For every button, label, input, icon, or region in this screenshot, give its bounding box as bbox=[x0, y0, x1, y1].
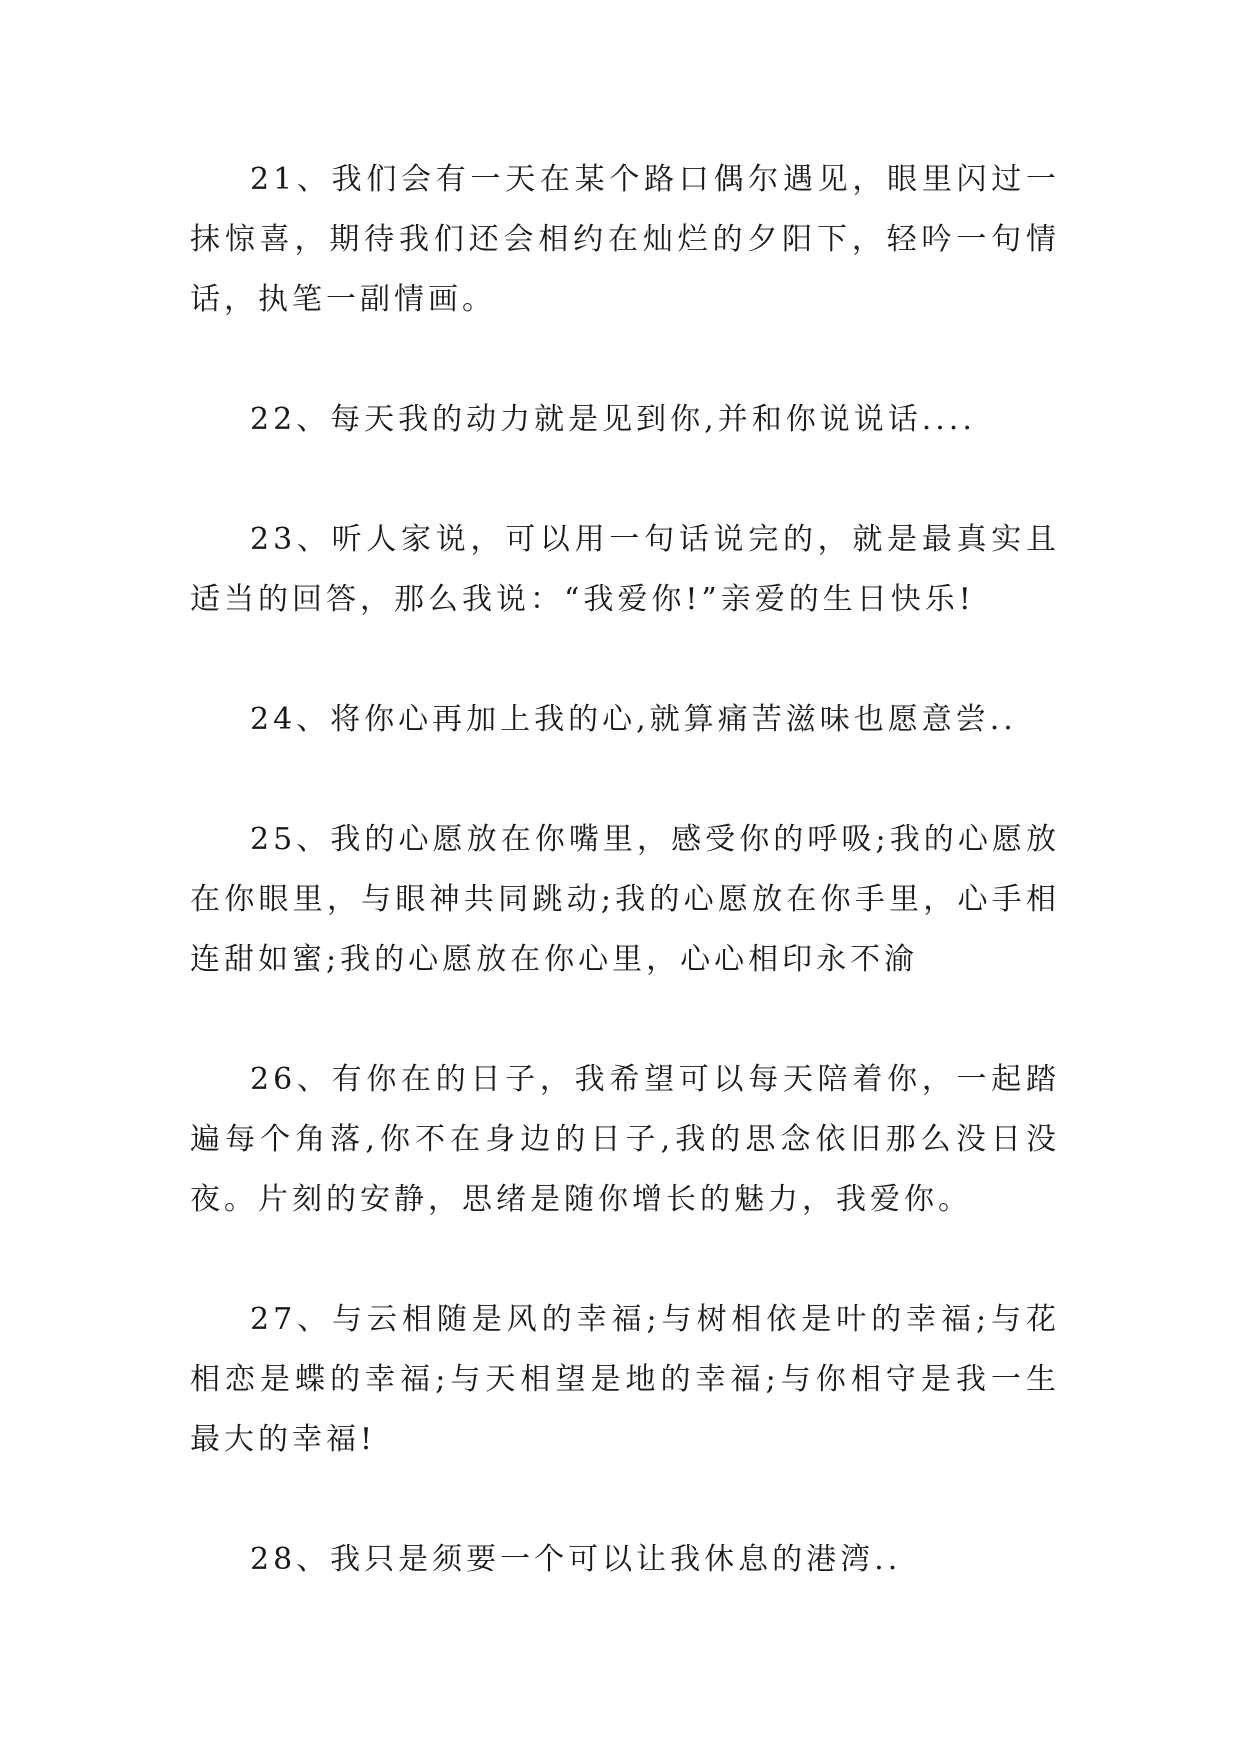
paragraph-27: 27、与云相随是风的幸福;与树相依是叶的幸福;与花相恋是蝶的幸福;与天相望是地的幸福;与你相守是我一生最大的幸福! bbox=[190, 1302, 1060, 1457]
paragraph-21: 21、我们会有一天在某个路口偶尔遇见，眼里闪过一抹惊喜，期待我们还会相约在灿烂的夕阳下，轻吟一句情话，执笔一副情画。 bbox=[190, 162, 1060, 317]
paragraph-23: 23、听人家说，可以用一句话说完的，就是最真实且适当的回答，那么我说：“我爱你!”亲爱的生日快乐! bbox=[190, 522, 1060, 617]
paragraph-26: 26、有你在的日子，我希望可以每天陪着你，一起踏遍每个角落,你不在身边的日子,我的思念依旧那么没日没夜。片刻的安静，思绪是随你增长的魅力，我爱你。 bbox=[190, 1062, 1060, 1217]
paragraph-28: 28、我只是须要一个可以让我休息的港湾.. bbox=[250, 1542, 902, 1577]
document-body bbox=[190, 150, 1060, 1590]
paragraph-22: 22、每天我的动力就是见到你,并和你说说话.... bbox=[250, 402, 976, 437]
paragraph-25: 25、我的心愿放在你嘴里，感受你的呼吸;我的心愿放在你眼里，与眼神共同跳动;我的心愿放在你手里，心手相连甜如蜜;我的心愿放在你心里，心心相印永不渝 bbox=[190, 822, 1060, 977]
paragraph-24: 24、将你心再加上我的心,就算痛苦滋味也愿意尝.. bbox=[250, 702, 1017, 737]
